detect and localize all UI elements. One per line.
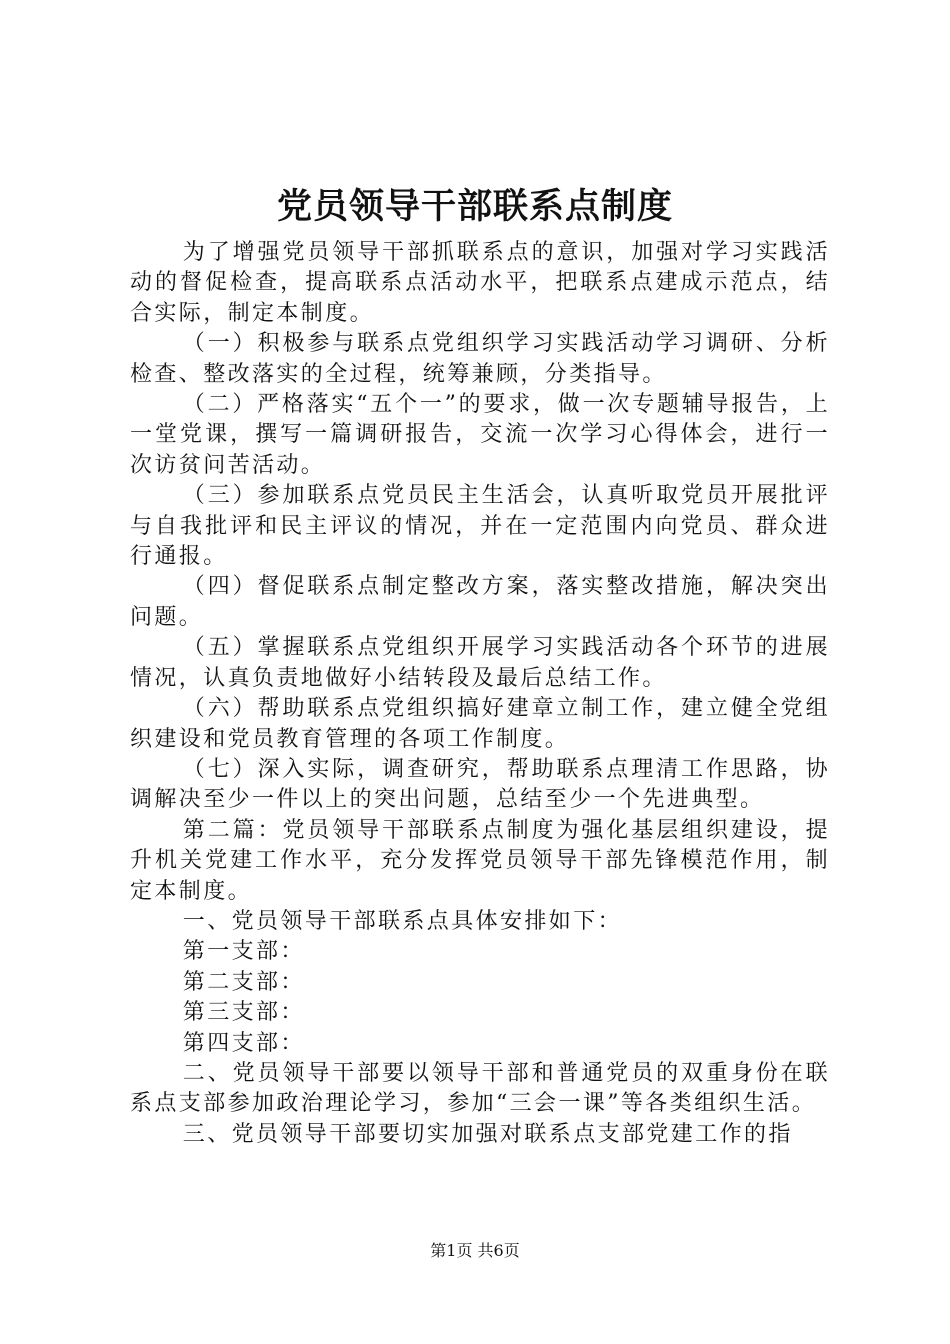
paragraph-item-1: （一）积极参与联系点党组织学习实践活动学习调研、分析检查、整改落实的全过程，统筹兼顾，分类指导。 bbox=[130, 331, 830, 387]
paragraph-section-2: 二、党员领导干部要以领导干部和普通党员的双重身份在联系点支部参加政治理论学习，参加“三会一课”等各类组织生活。 bbox=[130, 1060, 830, 1117]
paragraph-item-2: （二）严格落实“五个一”的要求，做一次专题辅导报告，上一堂党课，撰写一篇调研报告，交流一次学习心得体会，进行一次访贫问苦活动。 bbox=[130, 392, 830, 478]
document-body bbox=[130, 238, 830, 1150]
paragraph-item-6: （六）帮助联系点党组织搞好建章立制工作，建立健全党组织建设和党员教育管理的各项工作制度。 bbox=[130, 696, 830, 752]
paragraph-item-3: （三）参加联系点党员民主生活会，认真听取党员开展批评与自我批评和民主评议的情况，并在一定范围内向党员、群众进行通报。 bbox=[130, 483, 830, 570]
document-title: 党员领导干部联系点制度 bbox=[276, 186, 673, 227]
paragraph-branch-2: 第二支部： bbox=[182, 969, 305, 995]
paragraph-intro: 为了增强党员领导干部抓联系点的意识，加强对学习实践活动的督促检查，提高联系点活动水平，把联系点建成示范点，结合实际，制定本制度。 bbox=[130, 240, 830, 326]
paragraph-branch-3: 第三支部： bbox=[182, 1000, 305, 1026]
paragraph-branch-1: 第一支部： bbox=[182, 939, 305, 965]
page-footer: 第1页 共6页 bbox=[430, 1241, 520, 1260]
paragraph-section-1: 一、党员领导干部联系点具体安排如下： bbox=[182, 908, 622, 934]
paragraph-section-3: 三、党员领导干部要切实加强对联系点支部党建工作的指 bbox=[182, 1121, 793, 1147]
paragraph-item-5: （五）掌握联系点党组织开展学习实践活动各个环节的进展情况，认真负责地做好小结转段及最后总结工作。 bbox=[130, 635, 830, 691]
paragraph-branch-4: 第四支部： bbox=[182, 1030, 305, 1056]
paragraph-second-article: 第二篇：党员领导干部联系点制度为强化基层组织建设，提升机关党建工作水平，充分发挥党员领导干部先锋模范作用，制定本制度。 bbox=[130, 817, 830, 904]
paragraph-item-4: （四）督促联系点制定整改方案，落实整改措施，解决突出问题。 bbox=[130, 574, 830, 630]
paragraph-item-7: （七）深入实际，调查研究，帮助联系点理清工作思路，协调解决至少一件以上的突出问题，总结至少一个先进典型。 bbox=[130, 756, 830, 813]
